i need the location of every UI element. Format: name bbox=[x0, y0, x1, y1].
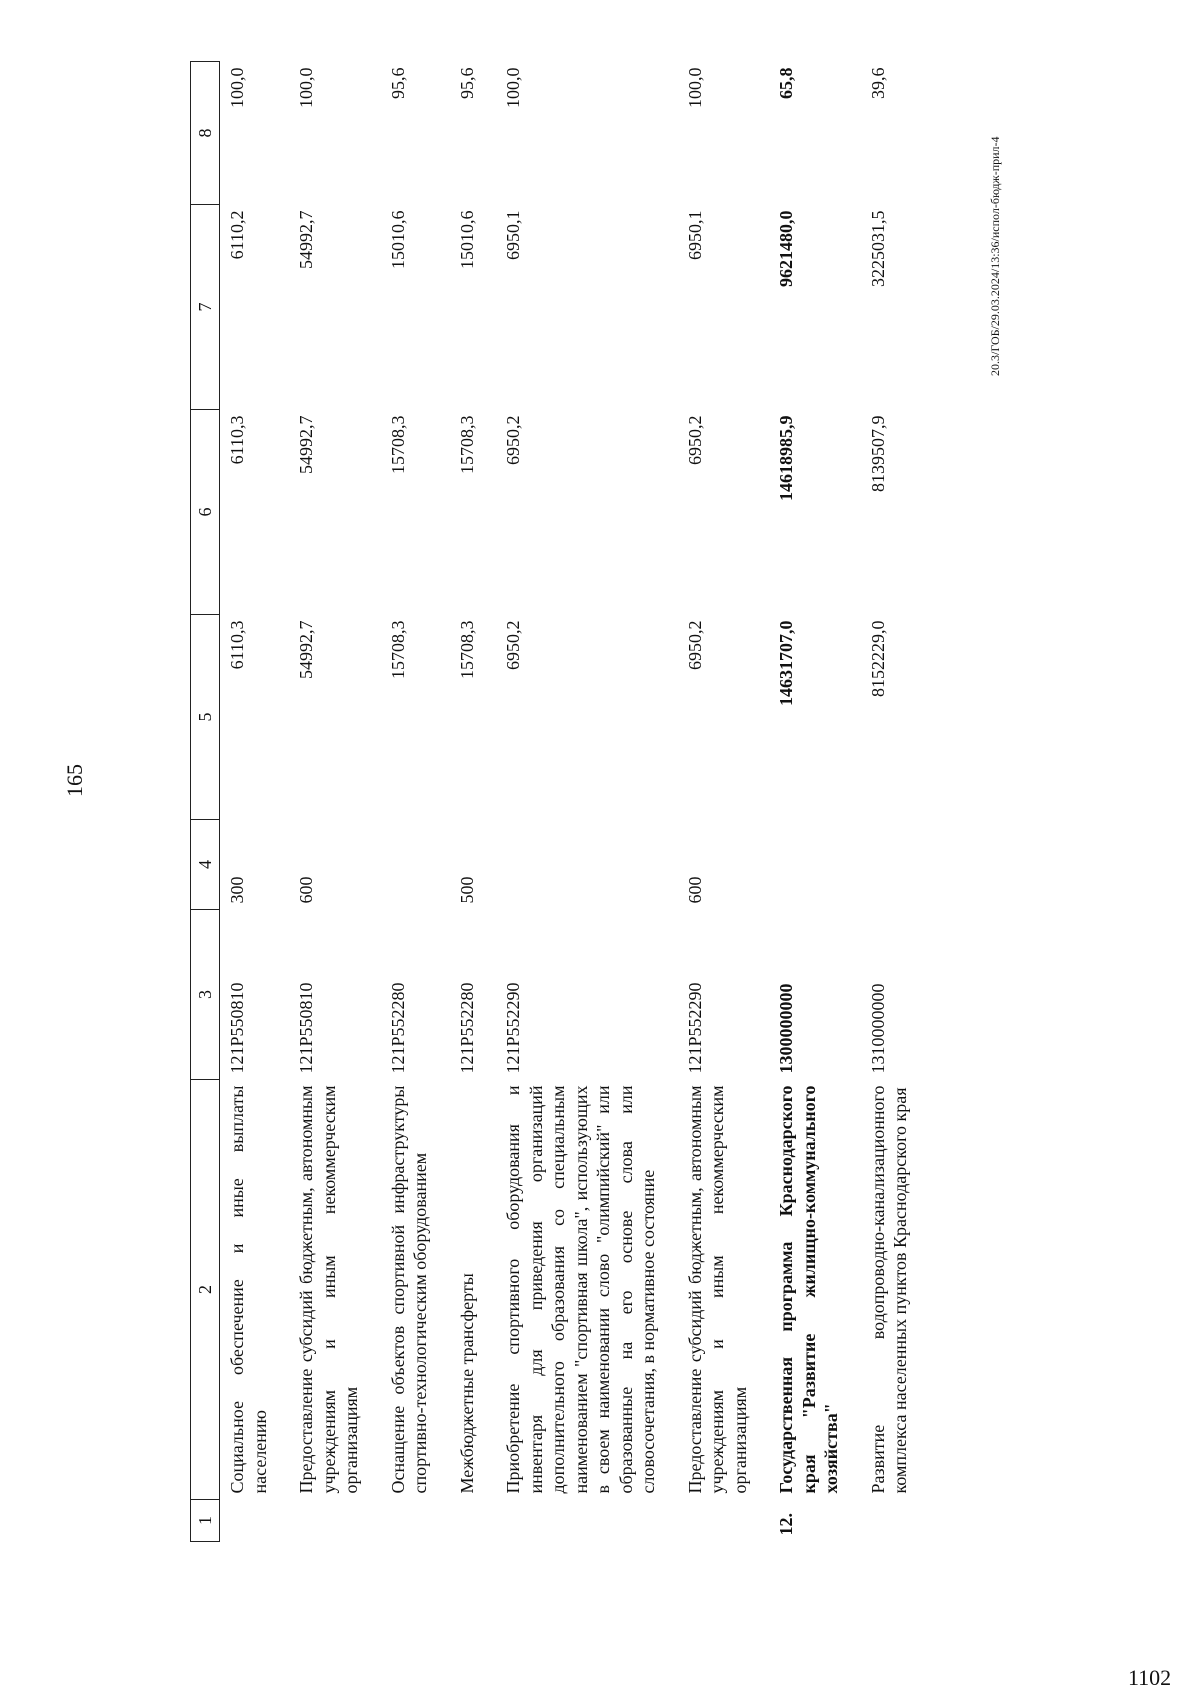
page-number: 165 bbox=[62, 764, 87, 797]
row-name: Межбюджетные трансферты bbox=[456, 1273, 477, 1494]
row-executed: 6950,1 bbox=[684, 210, 705, 260]
row-approved: 15708,3 bbox=[456, 620, 477, 679]
row-number bbox=[220, 1500, 290, 1542]
header-row bbox=[191, 62, 220, 1542]
column-header-8: 8 bbox=[191, 62, 220, 205]
row-code: 121P550810 bbox=[296, 982, 316, 1074]
table-row bbox=[220, 62, 290, 1542]
row-percent: 39,6 bbox=[867, 67, 888, 99]
row-executed: 15010,6 bbox=[387, 210, 408, 269]
row-executed: 54992,7 bbox=[296, 210, 316, 269]
row-category bbox=[861, 820, 930, 910]
budget-table-container bbox=[190, 62, 980, 1542]
row-code: 121P552290 bbox=[684, 982, 705, 1074]
column-header-7: 7 bbox=[191, 205, 220, 410]
table-row bbox=[861, 62, 930, 1542]
row-category bbox=[769, 820, 861, 910]
row-approved: 6950,2 bbox=[684, 620, 705, 670]
row-number bbox=[381, 1500, 450, 1542]
row-executed: 15010,6 bbox=[456, 210, 477, 269]
row-number bbox=[289, 1500, 381, 1542]
table-row bbox=[769, 62, 861, 1542]
document-code: 20.3/ГОБ/29.03.2024/13:36/испол-бюдж-прил-4 bbox=[988, 136, 1002, 376]
column-header-4: 4 bbox=[191, 820, 220, 910]
row-number: 12. bbox=[776, 1513, 796, 1536]
row-approved: 6950,2 bbox=[503, 620, 523, 670]
table-row bbox=[678, 62, 770, 1542]
sheet-number: 1102 bbox=[1128, 1665, 1172, 1690]
row-approved: 54992,7 bbox=[296, 620, 316, 679]
row-number bbox=[678, 1500, 770, 1542]
row-category: 300 bbox=[227, 876, 247, 904]
column-header-2: 2 bbox=[191, 1080, 220, 1500]
row-name: Социальное обеспечение и иные выплаты населению bbox=[227, 1085, 270, 1494]
row-percent: 100,0 bbox=[227, 67, 247, 108]
row-approved: 15708,3 bbox=[387, 620, 408, 679]
row-number bbox=[496, 1500, 678, 1542]
row-name: Предоставление субсидий бюджетным, автономным учреждениям и иным некоммерческим организациям bbox=[684, 1085, 750, 1494]
row-refined: 15708,3 bbox=[387, 415, 408, 474]
row-code: 121P552290 bbox=[503, 982, 523, 1074]
row-refined: 8139507,9 bbox=[867, 415, 888, 492]
table-row bbox=[496, 62, 678, 1542]
column-header-3: 3 bbox=[191, 910, 220, 1080]
row-percent: 65,8 bbox=[776, 67, 796, 99]
row-category bbox=[381, 820, 450, 910]
budget-table bbox=[190, 61, 930, 1542]
row-approved: 8152229,0 bbox=[867, 620, 888, 697]
row-name: Развитие водопроводно-канализационного комплекса населенных пунктов Краснодарского края bbox=[867, 1085, 910, 1494]
row-percent: 100,0 bbox=[503, 67, 523, 108]
table-body bbox=[220, 62, 930, 1542]
row-code: 121P552280 bbox=[387, 982, 408, 1074]
row-executed: 6950,1 bbox=[503, 210, 523, 260]
row-approved: 14631707,0 bbox=[776, 620, 796, 706]
row-number bbox=[861, 1500, 930, 1542]
row-percent: 95,6 bbox=[456, 67, 477, 99]
row-name: Приобретение спортивного оборудования и инвентаря для приведения организаций дополнительного образования со специальным наименованием "спортивная школа", использующих в своем наименовании слово "олимпийский" или образованные на его основе слова или словосочетания, в нормативное состояние bbox=[503, 1085, 658, 1494]
column-header-6: 6 bbox=[191, 410, 220, 615]
row-category: 600 bbox=[684, 876, 705, 904]
table-row bbox=[381, 62, 450, 1542]
row-code: 1300000000 bbox=[776, 983, 796, 1074]
row-refined: 6950,2 bbox=[684, 415, 705, 465]
row-executed: 3225031,5 bbox=[867, 210, 888, 287]
row-percent: 100,0 bbox=[684, 67, 705, 108]
row-percent: 100,0 bbox=[296, 67, 316, 108]
row-refined: 54992,7 bbox=[296, 415, 316, 474]
table-row bbox=[289, 62, 381, 1542]
row-refined: 14618985,9 bbox=[776, 415, 796, 501]
row-code: 121P552280 bbox=[456, 982, 477, 1074]
table-row bbox=[450, 62, 497, 1542]
column-header-1: 1 bbox=[191, 1500, 220, 1542]
row-executed: 9621480,0 bbox=[776, 210, 796, 287]
row-approved: 6110,3 bbox=[227, 620, 247, 670]
row-percent: 95,6 bbox=[387, 67, 408, 99]
row-refined: 15708,3 bbox=[456, 415, 477, 474]
row-name: Предоставление субсидий бюджетным, автономным учреждениям и иным некоммерческим организациям bbox=[296, 1085, 361, 1494]
row-number bbox=[450, 1500, 497, 1542]
row-code: 1310000000 bbox=[867, 983, 888, 1074]
row-refined: 6110,3 bbox=[227, 415, 247, 465]
row-category: 500 bbox=[456, 876, 477, 904]
row-code: 121P550810 bbox=[227, 982, 247, 1074]
row-name: Государственная программа Краснодарского края "Развитие жилищно-коммунального хозяйства" bbox=[776, 1085, 841, 1494]
row-name: Оснащение объектов спортивной инфраструктуры спортивно-технологическим оборудованием bbox=[387, 1085, 430, 1494]
row-category: 600 bbox=[296, 876, 316, 904]
row-refined: 6950,2 bbox=[503, 415, 523, 465]
row-executed: 6110,2 bbox=[227, 210, 247, 260]
row-category bbox=[496, 820, 678, 910]
column-header-5: 5 bbox=[191, 615, 220, 820]
